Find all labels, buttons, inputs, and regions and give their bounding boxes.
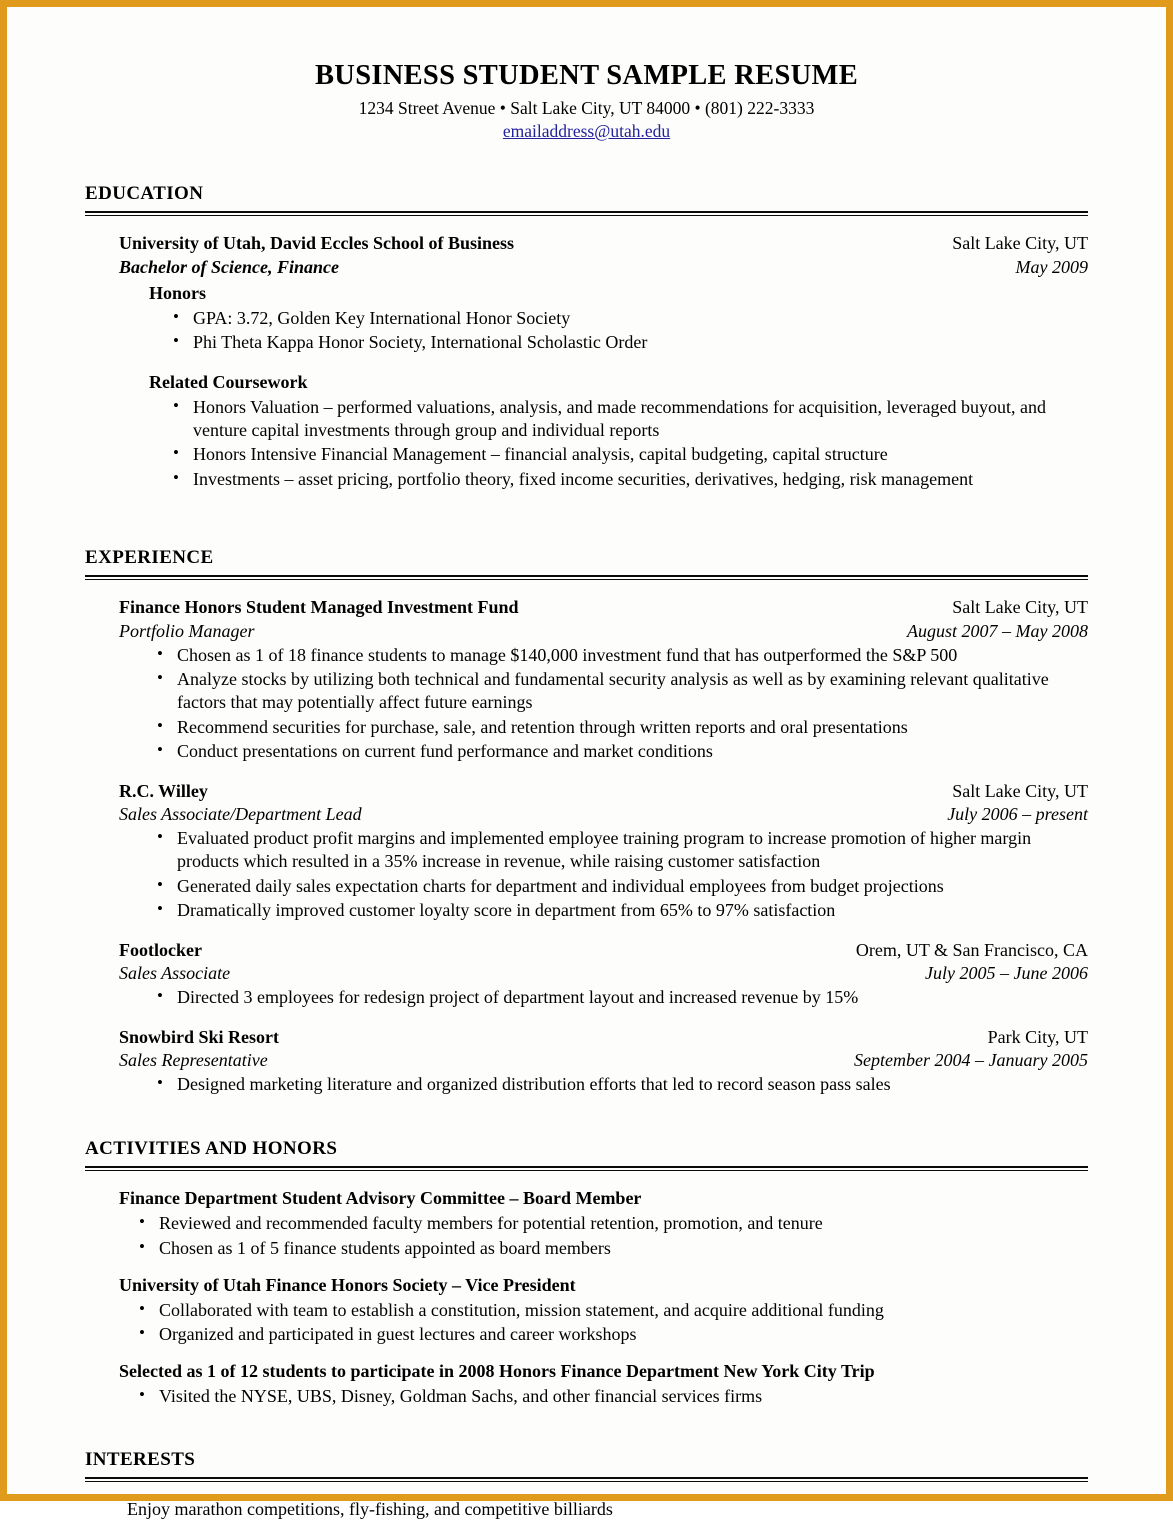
list-item: • Organized and participated in guest lectures and career workshops [139, 1323, 1088, 1346]
experience-org: Footlocker [119, 939, 202, 960]
education-degree: Bachelor of Science, Finance [119, 256, 339, 277]
experience-entry [85, 939, 1088, 1010]
experience-date: July 2005 – June 2006 [925, 963, 1088, 984]
experience-org: R.C. Willey [119, 780, 208, 801]
experience-date: September 2004 – January 2005 [854, 1050, 1088, 1071]
list-item: • Visited the NYSE, UBS, Disney, Goldman Sachs, and other financial services firms [139, 1385, 1088, 1408]
honors-label: Honors [149, 283, 207, 304]
experience-location: Orem, UT & San Francisco, CA [855, 939, 1088, 960]
experience-role-row [119, 962, 1088, 986]
activity-block [85, 1360, 1088, 1408]
experience-bullet-list [119, 827, 1088, 923]
section-activities [85, 1138, 1088, 1408]
section-rule-experience [85, 575, 1088, 580]
section-education [85, 183, 1088, 491]
list-item: • Chosen as 1 of 18 finance students to manage $140,000 investment fund that has outperformed the S&P 500 [157, 644, 1088, 667]
page-title: BUSINESS STUDENT SAMPLE RESUME [315, 60, 858, 91]
list-item: • GPA: 3.72, Golden Key International Honor Society [173, 307, 1088, 330]
experience-date: July 2006 – present [947, 804, 1088, 825]
section-experience [85, 547, 1088, 1096]
experience-org: Finance Honors Student Managed Investment Fund [119, 597, 519, 618]
experience-date: August 2007 – May 2008 [907, 620, 1088, 641]
resume-sheet [7, 7, 1166, 1519]
section-rule-interests [85, 1477, 1088, 1482]
list-item: • Reviewed and recommended faculty members for potential retention, promotion, and tenure [139, 1212, 1088, 1235]
experience-bullet-list [119, 986, 1088, 1009]
contact-line: 1234 Street Avenue • Salt Lake City, UT 84000 • (801) 222-3333 [358, 97, 815, 118]
education-entry [85, 232, 1088, 491]
interests-text: Enjoy marathon competitions, fly-fishing, and competitive billiards [127, 1498, 613, 1519]
list-item: • Conduct presentations on current fund performance and market conditions [157, 740, 1088, 763]
activity-block [85, 1187, 1088, 1260]
list-item: • Analyze stocks by utilizing both technical and fundamental security analysis as well as by examining relevant qualitative factors that may potentially affect future earnings [157, 668, 1088, 715]
experience-role-row [119, 803, 1088, 827]
experience-org: Snowbird Ski Resort [119, 1026, 280, 1047]
experience-org-row [119, 1026, 1088, 1050]
list-item: • Honors Valuation – performed valuations, analysis, and made recommendations for acquisition, leveraged buyout, and venture capital investments through group and individual reports [173, 396, 1088, 443]
education-date: May 2009 [1015, 256, 1088, 277]
list-item: • Honors Intensive Financial Management – financial analysis, capital budgeting, capital structure [173, 443, 1088, 466]
experience-role: Sales Associate/Department Lead [119, 804, 362, 825]
coursework-bullet-list [119, 396, 1088, 492]
spacer [85, 1423, 1088, 1449]
list-item: • Phi Theta Kappa Honor Society, International Scholastic Order [173, 331, 1088, 354]
activity-block [85, 1274, 1088, 1347]
resume-header [85, 59, 1088, 143]
list-item: • Generated daily sales expectation charts for department and individual employees from budget projections [157, 875, 1088, 898]
section-interests [85, 1449, 1088, 1521]
education-location: Salt Lake City, UT [952, 232, 1088, 253]
experience-role: Sales Associate [119, 963, 231, 984]
experience-location: Park City, UT [987, 1026, 1088, 1047]
experience-bullet-list [119, 1073, 1088, 1096]
list-item: • Recommend securities for purchase, sale, and retention through written reports and oral presentations [157, 716, 1088, 739]
list-item: • Dramatically improved customer loyalty score in department from 65% to 97% satisfaction [157, 899, 1088, 922]
experience-entry [85, 780, 1088, 923]
email-line [85, 120, 1088, 143]
spacer [85, 1112, 1088, 1138]
experience-role-row [119, 620, 1088, 644]
experience-entry [85, 596, 1088, 763]
list-item: • Collaborated with team to establish a constitution, mission statement, and acquire additional funding [139, 1299, 1088, 1322]
list-item: • Evaluated product profit margins and implemented employee training program to increase promotion of higher margin products which resulted in a 35% increase in revenue, while raising customer satisfaction [157, 827, 1088, 874]
email-link[interactable]: emailaddress@utah.edu [502, 121, 671, 142]
activity-title: Finance Department Student Advisory Committee – Board Member [119, 1188, 642, 1209]
section-rule-education [85, 211, 1088, 216]
activity-bullet-list [119, 1385, 1088, 1408]
section-title-activities: ACTIVITIES AND HONORS [85, 1138, 338, 1160]
list-item: • Directed 3 employees for redesign project of department layout and increased revenue by 15% [157, 986, 1088, 1009]
list-item: • Investments – asset pricing, portfolio theory, fixed income securities, derivatives, hedging, risk management [173, 468, 1088, 491]
honors-bullet-list [119, 307, 1088, 355]
education-degree-row [119, 256, 1088, 280]
activity-bullet-list [119, 1212, 1088, 1260]
experience-location: Salt Lake City, UT [952, 780, 1088, 801]
activity-bullet-list [119, 1299, 1088, 1347]
experience-org-row [119, 939, 1088, 963]
activity-title: Selected as 1 of 12 students to participate in 2008 Honors Finance Department New York City Trip [119, 1361, 875, 1382]
spacer [85, 507, 1088, 547]
experience-role: Portfolio Manager [119, 620, 255, 641]
experience-entry [85, 1026, 1088, 1097]
section-title-experience: EXPERIENCE [85, 547, 214, 569]
section-rule-activities [85, 1166, 1088, 1171]
experience-org-row [119, 596, 1088, 620]
experience-role: Sales Representative [119, 1050, 268, 1071]
experience-bullet-list [119, 644, 1088, 764]
experience-location: Salt Lake City, UT [952, 597, 1088, 618]
section-title-interests: INTERESTS [85, 1448, 196, 1470]
education-org-row [119, 232, 1088, 256]
list-item: • Designed marketing literature and organized distribution efforts that led to record season pass sales [157, 1073, 1088, 1096]
coursework-label: Related Coursework [149, 371, 308, 392]
experience-org-row [119, 780, 1088, 804]
experience-role-row [119, 1049, 1088, 1073]
section-title-education: EDUCATION [85, 182, 204, 204]
activity-title: University of Utah Finance Honors Society – Vice President [119, 1274, 576, 1295]
education-school: University of Utah, David Eccles School of Business [119, 232, 515, 253]
list-item: • Chosen as 1 of 5 finance students appointed as board members [139, 1237, 1088, 1260]
